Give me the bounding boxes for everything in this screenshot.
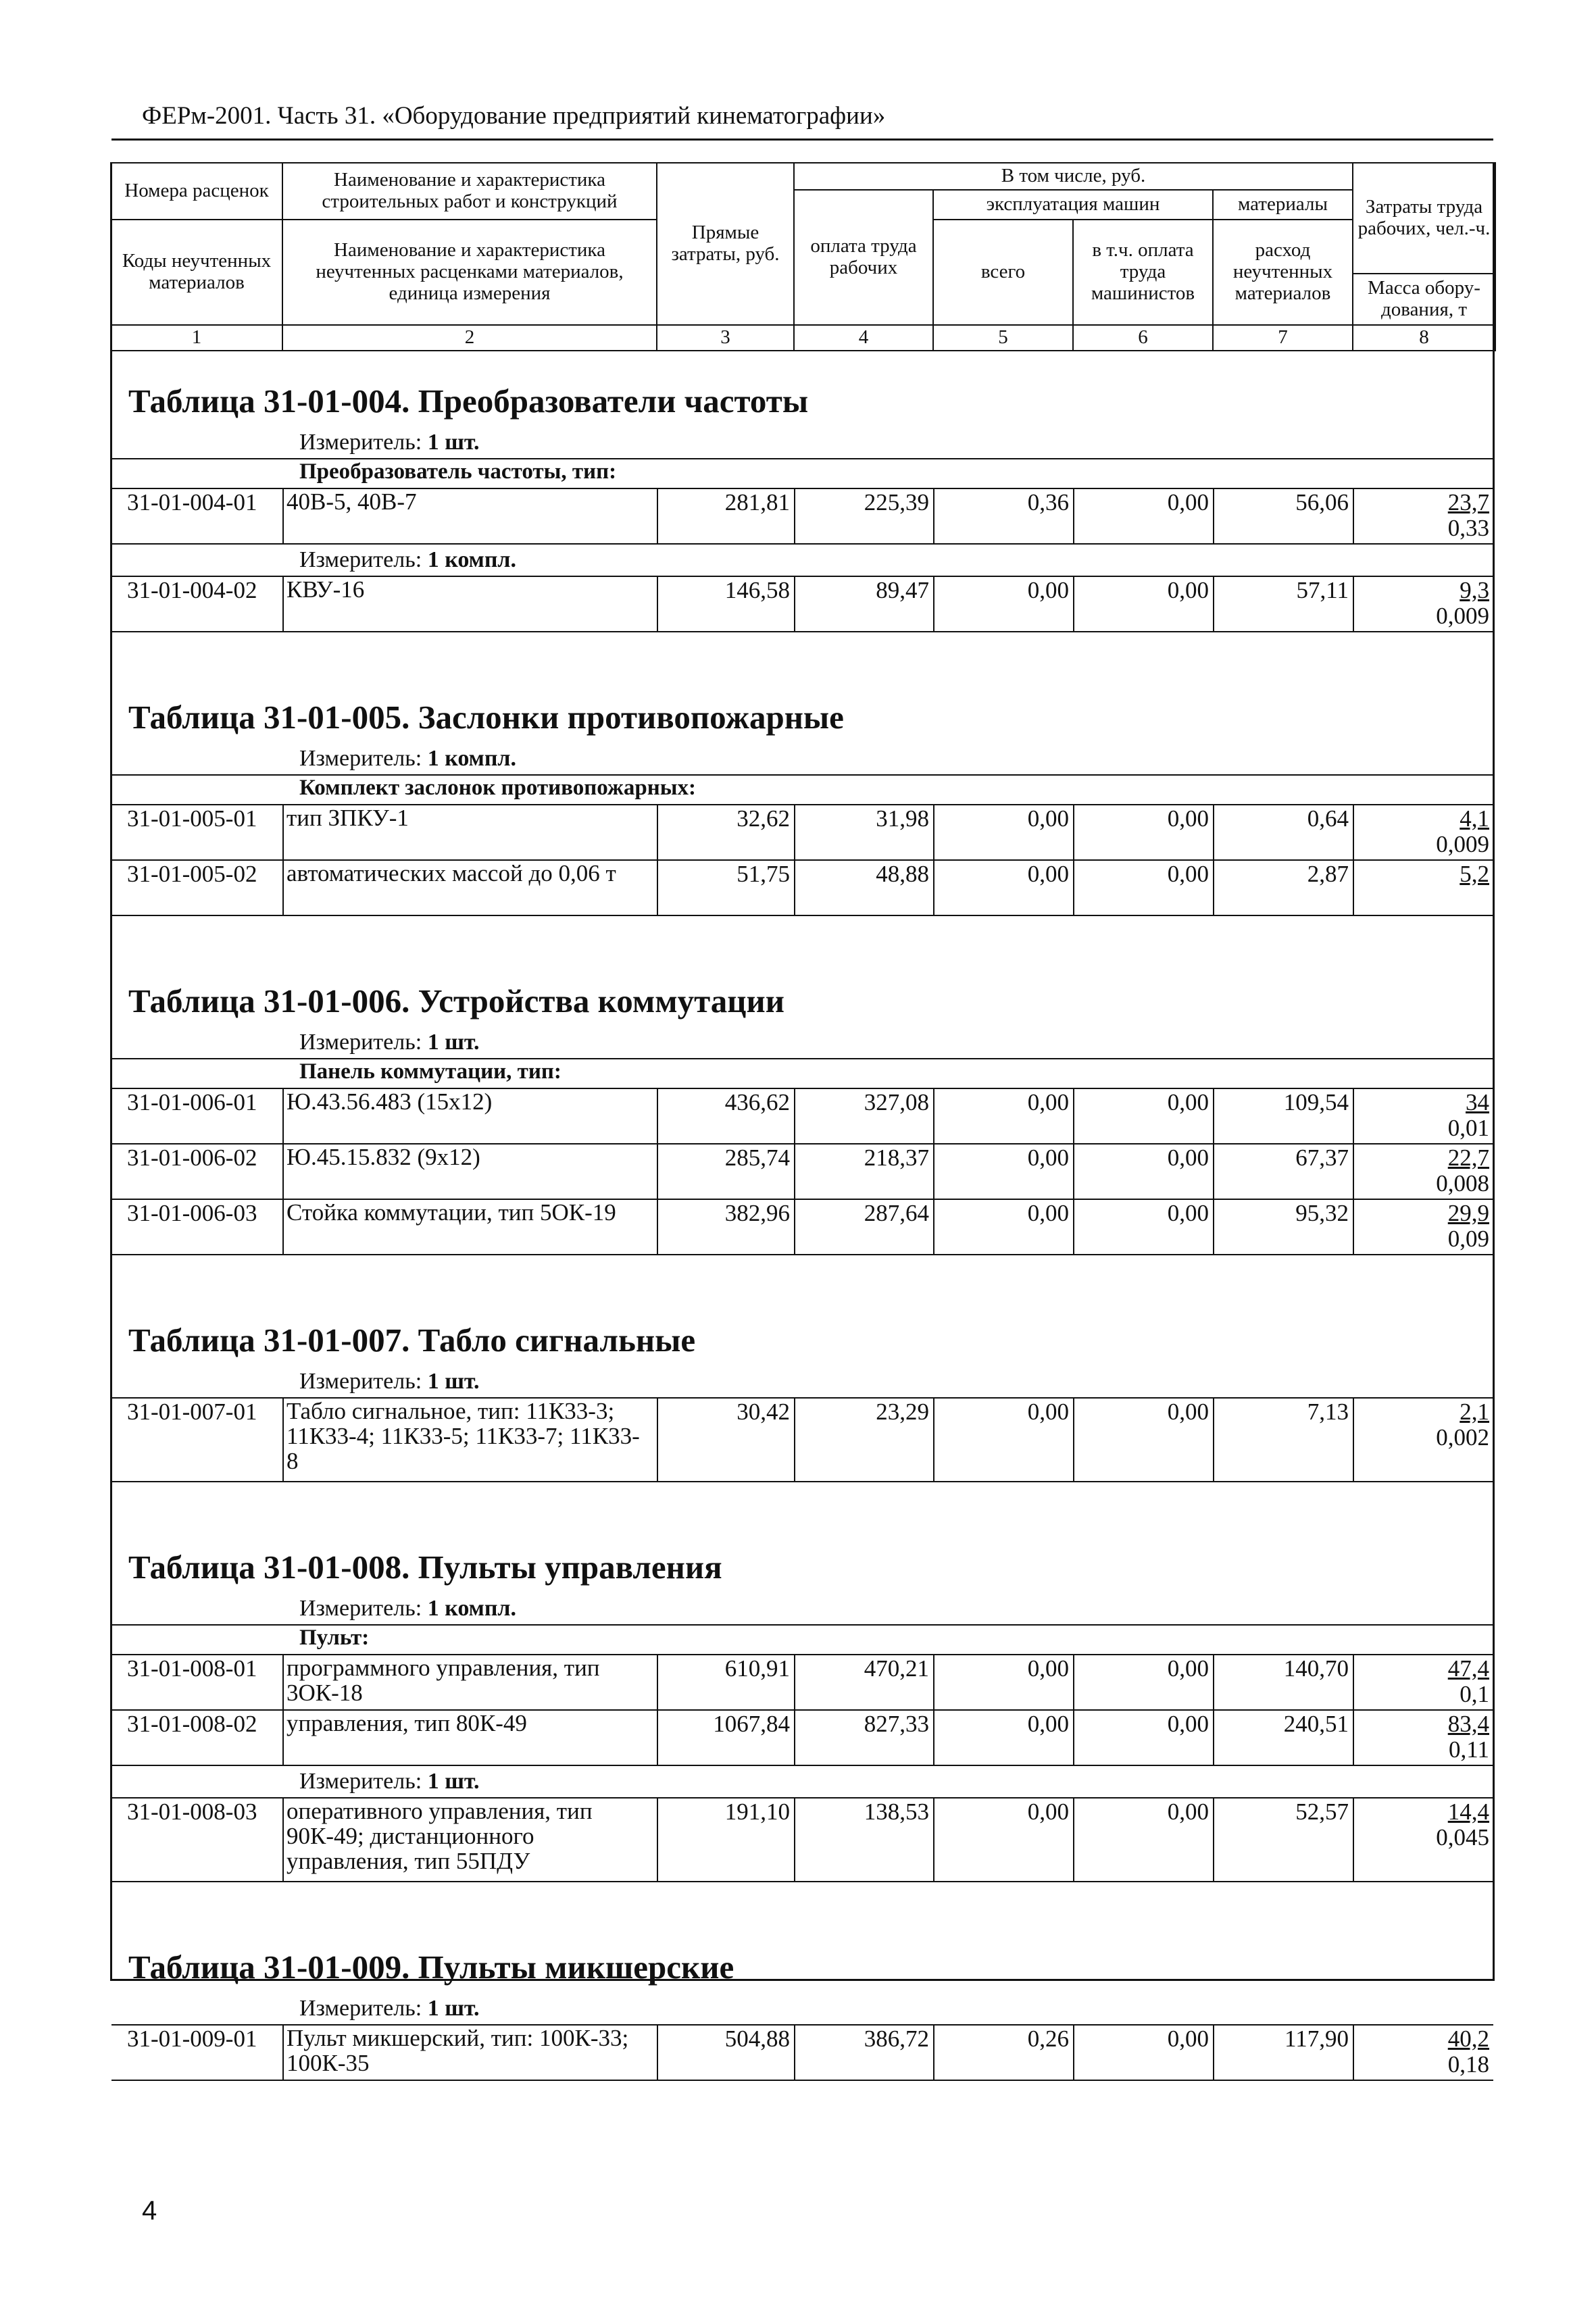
value-c4: 287,64 — [864, 1200, 929, 1226]
value-c4: 827,33 — [864, 1711, 929, 1737]
mass-value: 0,009 — [1436, 603, 1489, 629]
row-rule — [111, 915, 1493, 916]
group-caption: Преобразователь частоты, тип: — [299, 459, 617, 484]
column-rule — [657, 1199, 658, 1254]
column-rule — [282, 1709, 284, 1765]
column-rule — [933, 2024, 934, 2080]
value-c6: 0,00 — [1167, 1399, 1209, 1425]
row-rule — [111, 1254, 1493, 1255]
rate-code: 31-01-006-01 — [127, 1089, 257, 1115]
column-rule — [794, 859, 795, 915]
value-c3: 51,75 — [737, 861, 790, 887]
measure-label: Измеритель: — [299, 1996, 422, 2021]
column-rule — [1213, 1088, 1214, 1143]
mass-value: 0,11 — [1449, 1736, 1489, 1763]
column-rule — [794, 804, 795, 859]
measure-line — [299, 1369, 480, 1394]
row-rule — [111, 631, 1493, 632]
measure-unit: 1 шт. — [427, 430, 480, 455]
labor-value: 23,7 — [1447, 489, 1489, 515]
labor-value: 29,9 — [1447, 1200, 1489, 1226]
col8-bottom: Масса обору-дования, т — [1353, 274, 1495, 325]
value-c3: 281,81 — [724, 489, 790, 515]
measure-unit: 1 шт. — [427, 1369, 480, 1394]
value-c4: 225,39 — [864, 489, 929, 515]
value-c4: 48,88 — [876, 861, 929, 887]
value-c3: 504,88 — [724, 2026, 790, 2052]
column-rule — [1073, 488, 1074, 543]
column-rule — [657, 1143, 658, 1199]
measure-unit: 1 компл. — [427, 1596, 517, 1621]
mass-value: 0,045 — [1436, 1824, 1489, 1851]
column-rule — [1353, 1397, 1354, 1481]
materials-header: материалы — [1213, 190, 1353, 220]
col4-header: оплата труда рабочих — [794, 190, 933, 325]
value-c4: 138,53 — [864, 1799, 929, 1825]
measure-line — [299, 430, 480, 455]
rate-code: 31-01-009-01 — [127, 2026, 257, 2052]
column-rule — [282, 1143, 284, 1199]
value-c6: 0,00 — [1167, 805, 1209, 832]
work-name: Стойка коммутации, тип 5ОК-19 — [286, 1199, 616, 1226]
table-title: Таблица 31-01-005. Заслонки противопожарные — [128, 699, 844, 736]
rate-code: 31-01-008-03 — [127, 1799, 257, 1825]
rate-code: 31-01-008-01 — [127, 1655, 257, 1682]
col2-top: Наименование и характеристика строительных работ и конструкций — [282, 163, 657, 220]
group-caption: Комплект заслонок противопожарных: — [299, 776, 696, 800]
value-c6: 0,00 — [1167, 2026, 1209, 2052]
row-rule — [111, 2080, 1493, 2081]
column-rule — [1213, 1199, 1214, 1254]
column-rule — [933, 1709, 934, 1765]
value-c4: 31,98 — [876, 805, 929, 832]
value-c7: 0,64 — [1307, 805, 1349, 832]
labor-value: 9,3 — [1460, 577, 1489, 603]
column-rule — [933, 1088, 934, 1143]
column-rule — [1213, 1797, 1214, 1881]
column-rule — [1353, 1654, 1354, 1709]
group-caption: Пульт: — [299, 1626, 370, 1650]
column-rule — [1353, 488, 1354, 543]
work-name: Пульт микшерский, тип: 100К-33; 100К-35 — [286, 2025, 629, 2076]
value-c7: 140,70 — [1283, 1655, 1349, 1682]
column-rule — [1353, 1088, 1354, 1143]
measure-label: Измеритель: — [299, 746, 422, 771]
work-name: программного управления, тип 3ОК-18 — [286, 1655, 600, 1706]
value-c3: 436,62 — [724, 1089, 790, 1115]
value-c3: 382,96 — [724, 1200, 790, 1226]
value-c4: 386,72 — [864, 2026, 929, 2052]
mass-value: 0,1 — [1460, 1681, 1489, 1707]
labor-value: 40,2 — [1447, 2026, 1489, 2052]
column-rule — [282, 576, 284, 631]
column-rule — [1073, 1654, 1074, 1709]
value-c3: 146,58 — [724, 577, 790, 603]
value-c6: 0,00 — [1167, 1089, 1209, 1115]
value-c5: 0,00 — [1027, 1089, 1069, 1115]
mass-value: 0,18 — [1447, 2051, 1489, 2078]
col-number: 2 — [282, 325, 657, 351]
column-rule — [794, 1088, 795, 1143]
column-rule — [1073, 1088, 1074, 1143]
measure-unit: 1 шт. — [427, 1030, 480, 1055]
value-c4: 218,37 — [864, 1145, 929, 1171]
value-c6: 0,00 — [1167, 1799, 1209, 1825]
value-c3: 1067,84 — [713, 1711, 790, 1737]
table-title: Таблица 31-01-008. Пульты управления — [128, 1549, 722, 1586]
column-rule — [1073, 1709, 1074, 1765]
mass-value: 0,008 — [1436, 1170, 1489, 1197]
column-rule — [933, 1797, 934, 1881]
table-title: Таблица 31-01-006. Устройства коммутации — [128, 982, 784, 1020]
measure-line — [299, 1030, 480, 1055]
column-rule — [933, 1397, 934, 1481]
machines-header: эксплуатация машин — [933, 190, 1213, 220]
column-rule — [282, 859, 284, 915]
value-c6: 0,00 — [1167, 1711, 1209, 1737]
work-name: Ю.45.15.832 (9х12) — [286, 1144, 480, 1170]
rate-code: 31-01-008-02 — [127, 1711, 257, 1737]
mass-value: 0,09 — [1447, 1226, 1489, 1252]
column-rule — [933, 859, 934, 915]
value-c6: 0,00 — [1167, 1145, 1209, 1171]
value-c6: 0,00 — [1167, 1655, 1209, 1682]
column-rule — [1213, 804, 1214, 859]
col1-bottom: Коды неучтенных материалов — [111, 220, 282, 325]
col7-header: расход неучтенных материалов — [1213, 220, 1353, 325]
value-c5: 0,00 — [1027, 1711, 1069, 1737]
column-rule — [657, 1397, 658, 1481]
rate-code: 31-01-004-01 — [127, 489, 257, 515]
value-c7: 57,11 — [1296, 577, 1349, 603]
column-rule — [1353, 1199, 1354, 1254]
column-rule — [1073, 1397, 1074, 1481]
measure-line — [299, 1769, 480, 1794]
column-rule — [657, 1709, 658, 1765]
column-rule — [794, 1199, 795, 1254]
row-rule — [111, 543, 1493, 545]
column-rule — [794, 488, 795, 543]
column-rule — [1353, 1709, 1354, 1765]
column-rule — [657, 804, 658, 859]
value-c6: 0,00 — [1167, 861, 1209, 887]
measure-line — [299, 1996, 480, 2021]
work-name: Ю.43.56.483 (15х12) — [286, 1088, 493, 1115]
col-number: 6 — [1073, 325, 1213, 351]
value-c5: 0,00 — [1027, 1145, 1069, 1171]
column-rule — [1213, 1397, 1214, 1481]
labor-value: 83,4 — [1447, 1711, 1489, 1737]
measure-label: Измеритель: — [299, 430, 422, 455]
labor-value: 47,4 — [1447, 1655, 1489, 1682]
value-c7: 109,54 — [1283, 1089, 1349, 1115]
page-header: ФЕРм-2001. Часть 31. «Оборудование предприятий кинематографии» — [142, 102, 886, 130]
work-name: автоматических массой до 0,06 т — [286, 860, 616, 886]
column-rule — [1353, 576, 1354, 631]
col5-header: всего — [933, 220, 1073, 325]
measure-line — [299, 547, 516, 573]
measure-line — [299, 1596, 516, 1621]
column-rule — [933, 1143, 934, 1199]
value-c7: 240,51 — [1283, 1711, 1349, 1737]
value-c7: 52,57 — [1295, 1799, 1349, 1825]
table-title: Таблица 31-01-004. Преобразователи частоты — [128, 382, 809, 420]
value-c3: 32,62 — [737, 805, 790, 832]
column-rule — [1213, 2024, 1214, 2080]
column-rule — [282, 1199, 284, 1254]
work-name: 40В-5, 40В-7 — [286, 488, 417, 515]
column-rule — [1353, 804, 1354, 859]
measure-unit: 1 компл. — [427, 547, 517, 572]
mass-value: 0,33 — [1447, 515, 1489, 541]
measure-label: Измеритель: — [299, 1596, 422, 1621]
col8-top: Затраты труда рабочих, чел.-ч. — [1353, 163, 1495, 274]
value-c6: 0,00 — [1167, 1200, 1209, 1226]
value-c5: 0,00 — [1027, 1399, 1069, 1425]
col6-header: в т.ч. оплата труда машинистов — [1073, 220, 1213, 325]
labor-value: 22,7 — [1447, 1145, 1489, 1171]
column-rule — [1073, 859, 1074, 915]
column-rule — [282, 1654, 284, 1709]
rate-code: 31-01-005-02 — [127, 861, 257, 887]
rate-code: 31-01-004-02 — [127, 577, 257, 603]
column-rule — [1073, 804, 1074, 859]
column-rule — [1353, 1143, 1354, 1199]
measure-label: Измеритель: — [299, 1030, 422, 1055]
column-rule — [1213, 488, 1214, 543]
measure-unit: 1 шт. — [427, 1996, 480, 2021]
column-rule — [1073, 1797, 1074, 1881]
labor-value: 4,1 — [1460, 805, 1489, 832]
work-name: КВУ-16 — [286, 576, 365, 603]
measure-label: Измеритель: — [299, 547, 422, 572]
column-rule — [282, 2024, 284, 2080]
value-c3: 285,74 — [724, 1145, 790, 1171]
column-rule — [1213, 1709, 1214, 1765]
col-number: 4 — [794, 325, 933, 351]
col-number: 1 — [111, 325, 282, 351]
value-c5: 0,00 — [1027, 577, 1069, 603]
labor-value: 5,2 — [1460, 861, 1489, 887]
column-rule — [794, 1397, 795, 1481]
measure-label: Измеритель: — [299, 1369, 422, 1394]
mass-value: 0,01 — [1447, 1115, 1489, 1141]
value-c4: 23,29 — [876, 1399, 929, 1425]
measure-unit: 1 компл. — [427, 746, 517, 771]
value-c4: 470,21 — [864, 1655, 929, 1682]
group-caption: Панель коммутации, тип: — [299, 1059, 562, 1084]
column-rule — [657, 488, 658, 543]
col1-top: Номера расценок — [111, 163, 282, 220]
col3-header: Прямые затраты, руб. — [657, 163, 794, 325]
column-rule — [794, 1797, 795, 1881]
value-c3: 610,91 — [724, 1655, 790, 1682]
column-rule — [657, 2024, 658, 2080]
measure-line — [299, 746, 516, 772]
column-rule — [1073, 1143, 1074, 1199]
column-header — [110, 162, 1496, 351]
column-rule — [1353, 1797, 1354, 1881]
column-rule — [794, 1709, 795, 1765]
mass-value: 0,009 — [1436, 831, 1489, 857]
value-c3: 30,42 — [737, 1399, 790, 1425]
value-c7: 2,87 — [1307, 861, 1349, 887]
value-c5: 0,00 — [1027, 1200, 1069, 1226]
value-c4: 327,08 — [864, 1089, 929, 1115]
rate-code: 31-01-005-01 — [127, 805, 257, 832]
column-rule — [1213, 859, 1214, 915]
table-title: Таблица 31-01-007. Табло сигнальные — [128, 1322, 696, 1359]
column-rule — [794, 1143, 795, 1199]
column-rule — [1353, 859, 1354, 915]
work-name: оперативного управления, тип 90К-49; дистанционного управления, тип 55ПДУ — [286, 1798, 593, 1874]
included-header: В том числе, руб. — [794, 163, 1353, 190]
rate-code: 31-01-006-03 — [127, 1200, 257, 1226]
column-rule — [282, 1397, 284, 1481]
column-rule — [282, 488, 284, 543]
labor-value: 2,1 — [1460, 1399, 1489, 1425]
col-number: 7 — [1213, 325, 1353, 351]
rate-code: 31-01-007-01 — [127, 1399, 257, 1425]
header-rule — [111, 139, 1493, 141]
value-c6: 0,00 — [1167, 577, 1209, 603]
value-c5: 0,26 — [1027, 2026, 1069, 2052]
column-rule — [1213, 576, 1214, 631]
col-number: 5 — [933, 325, 1073, 351]
value-c3: 191,10 — [724, 1799, 790, 1825]
column-rule — [794, 2024, 795, 2080]
column-rule — [933, 488, 934, 543]
measure-unit: 1 шт. — [427, 1769, 480, 1794]
column-rule — [933, 1199, 934, 1254]
column-rule — [282, 1797, 284, 1881]
page-number: 4 — [142, 2196, 157, 2225]
measure-label: Измеритель: — [299, 1769, 422, 1794]
col-number: 8 — [1353, 325, 1495, 351]
value-c7: 117,90 — [1285, 2026, 1349, 2052]
column-rule — [657, 1797, 658, 1881]
value-c5: 0,00 — [1027, 861, 1069, 887]
value-c5: 0,00 — [1027, 1799, 1069, 1825]
value-c5: 0,00 — [1027, 805, 1069, 832]
labor-value: 14,4 — [1447, 1799, 1489, 1825]
column-rule — [794, 1654, 795, 1709]
column-rule — [282, 804, 284, 859]
value-c6: 0,00 — [1167, 489, 1209, 515]
table-title: Таблица 31-01-009. Пульты микшерские — [128, 1948, 734, 1986]
work-name: управления, тип 80К-49 — [286, 1710, 527, 1736]
column-rule — [794, 576, 795, 631]
column-rule — [933, 576, 934, 631]
row-rule — [111, 1481, 1493, 1482]
column-rule — [282, 1088, 284, 1143]
column-rule — [933, 804, 934, 859]
column-rule — [1073, 576, 1074, 631]
column-rule — [1213, 1654, 1214, 1709]
column-rule — [1213, 1143, 1214, 1199]
value-c7: 95,32 — [1295, 1200, 1349, 1226]
col2-bottom: Наименование и характеристика неучтенных расценками материалов, единица измерения — [282, 220, 657, 325]
row-rule — [111, 1765, 1493, 1766]
value-c5: 0,36 — [1027, 489, 1069, 515]
labor-value: 34 — [1466, 1089, 1489, 1115]
work-name: Табло сигнальное, тип: 11К33-3; 11К33-4; 11К33-5; 11К33-7; 11К33-8 — [286, 1398, 640, 1474]
column-rule — [657, 576, 658, 631]
column-rule — [1073, 2024, 1074, 2080]
value-c7: 56,06 — [1295, 489, 1349, 515]
value-c7: 67,37 — [1295, 1145, 1349, 1171]
col-number: 3 — [657, 325, 794, 351]
row-rule — [111, 1881, 1493, 1882]
column-rule — [933, 1654, 934, 1709]
value-c7: 7,13 — [1307, 1399, 1349, 1425]
column-rule — [657, 1088, 658, 1143]
column-rule — [1073, 1199, 1074, 1254]
value-c4: 89,47 — [876, 577, 929, 603]
column-rule — [657, 859, 658, 915]
mass-value: 0,002 — [1436, 1424, 1489, 1451]
column-rule — [1353, 2024, 1354, 2080]
column-rule — [657, 1654, 658, 1709]
rate-code: 31-01-006-02 — [127, 1145, 257, 1171]
value-c5: 0,00 — [1027, 1655, 1069, 1682]
work-name: тип ЗПКУ-1 — [286, 805, 409, 831]
